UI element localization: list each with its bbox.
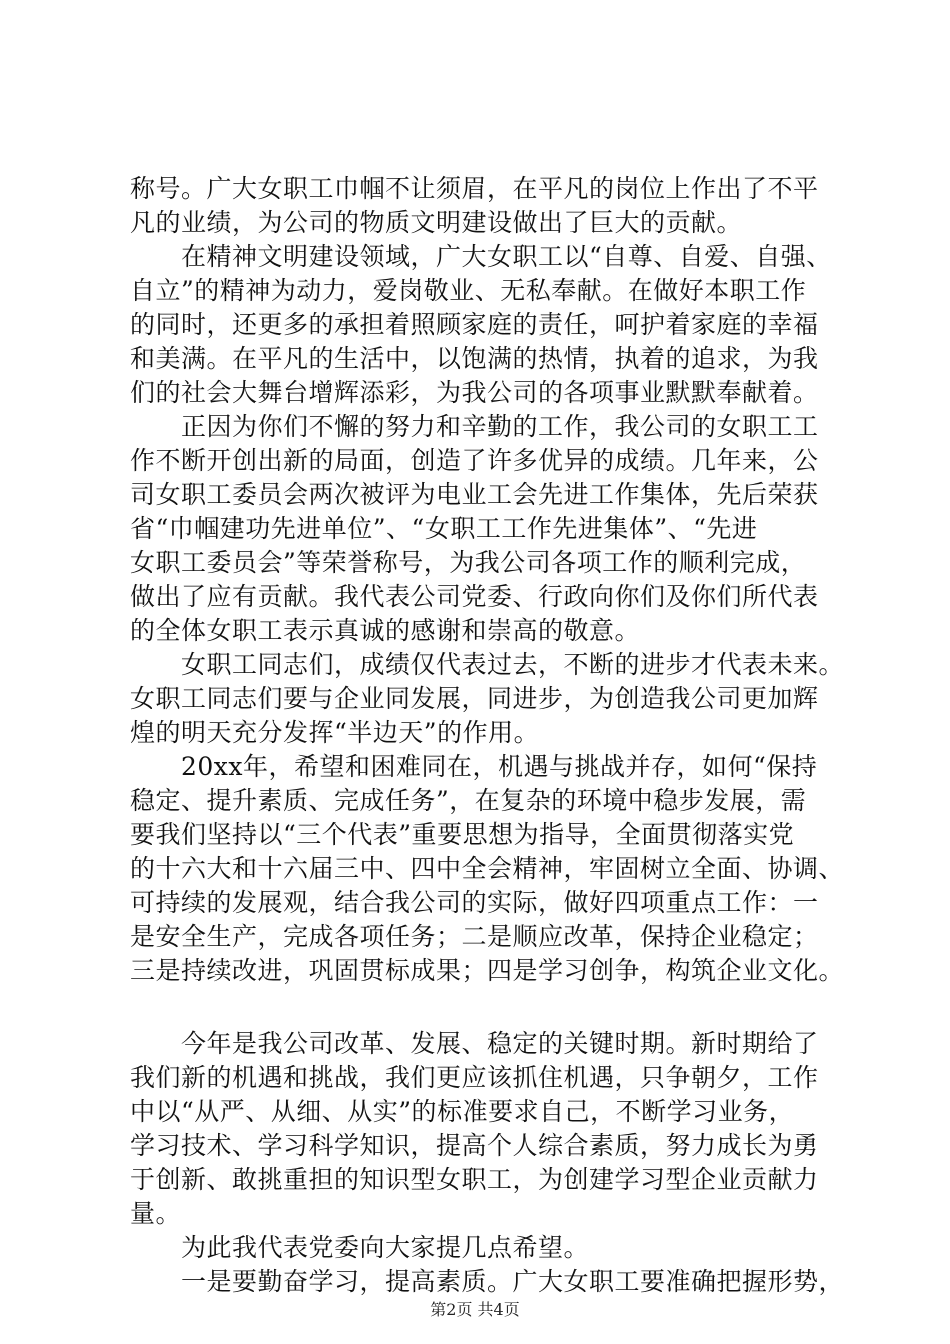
text-line: 三是持续改进，巩固贯标成果；四是学习创争，构筑企业文化。 bbox=[130, 956, 845, 985]
text-line: 省“巾帼建功先进单位”、“女职工工作先进集体”、“先进 bbox=[130, 514, 758, 543]
text-line: 称号。广大女职工巾帼不让须眉，在平凡的岗位上作出了不平 bbox=[130, 174, 819, 203]
text-line: 20xx年，希望和困难同在，机遇与挑战并存，如何“保持 bbox=[181, 752, 818, 781]
text-line: 煌的明天充分发挥“半边天”的作用。 bbox=[130, 718, 540, 747]
text-line: 司女职工委员会两次被评为电业工会先进工作集体，先后荣获 bbox=[130, 480, 819, 509]
text-line: 为此我代表党委向大家提几点希望。 bbox=[181, 1233, 590, 1262]
text-line: 的全体女职工表示真诚的感谢和崇高的敬意。 bbox=[130, 616, 641, 645]
text-line: 是安全生产，完成各项任务；二是顺应改革，保持企业稳定； bbox=[130, 922, 819, 951]
text-line: 正因为你们不懈的努力和辛勤的工作，我公司的女职工工 bbox=[181, 412, 819, 441]
text-line: 的十六大和十六届三中、四中全会精神，牢固树立全面、协调、 bbox=[130, 854, 845, 883]
text-line: 在精神文明建设领域，广大女职工以“自尊、自爱、自强、 bbox=[181, 242, 832, 271]
text-line: 可持续的发展观，结合我公司的实际，做好四项重点工作：一 bbox=[130, 888, 819, 917]
text-line: 女职工同志们，成绩仅代表过去，不断的进步才代表未来。 bbox=[181, 650, 845, 679]
page-footer: 第2页 共4页 bbox=[430, 1300, 520, 1319]
text-line: 作不断开创出新的局面，创造了许多优异的成绩。几年来，公 bbox=[130, 446, 819, 475]
text-line: 女职工委员会”等荣誉称号，为我公司各项工作的顺利完成， bbox=[130, 548, 807, 577]
text-line: 中以“从严、从细、从实”的标准要求自己，不断学习业务， bbox=[130, 1097, 795, 1126]
text-line: 稳定、提升素质、完成任务”，在复杂的环境中稳步发展，需 bbox=[130, 786, 807, 815]
text-line: 我们新的机遇和挑战，我们更应该抓住机遇，只争朝夕，工作 bbox=[130, 1063, 819, 1092]
text-line: 一是要勤奋学习，提高素质。广大女职工要准确把握形势， bbox=[181, 1267, 845, 1296]
text-line: 自立”的精神为动力，爱岗敬业、无私奉献。在做好本职工作 bbox=[130, 276, 807, 305]
text-line: 做出了应有贡献。我代表公司党委、行政向你们及你们所代表 bbox=[130, 582, 819, 611]
text-line: 的同时，还更多的承担着照顾家庭的责任，呵护着家庭的幸福 bbox=[130, 310, 819, 339]
text-line: 女职工同志们要与企业同发展，同进步，为创造我公司更加辉 bbox=[130, 684, 819, 713]
text-line: 今年是我公司改革、发展、稳定的关键时期。新时期给了 bbox=[181, 1029, 819, 1058]
text-line: 凡的业绩，为公司的物质文明建设做出了巨大的贡献。 bbox=[130, 208, 743, 237]
text-line: 和美满。在平凡的生活中，以饱满的热情，执着的追求，为我 bbox=[130, 344, 819, 373]
text-line: 学习技术、学习科学知识，提高个人综合素质，努力成长为勇 bbox=[130, 1131, 819, 1160]
text-line: 于创新、敢挑重担的知识型女职工，为创建学习型企业贡献力 bbox=[130, 1165, 819, 1194]
text-line: 量。 bbox=[130, 1199, 182, 1228]
text-line: 们的社会大舞台增辉添彩，为我公司的各项事业默默奉献着。 bbox=[130, 378, 819, 407]
text-line: 要我们坚持以“三个代表”重要思想为指导，全面贯彻落实党 bbox=[130, 820, 795, 849]
